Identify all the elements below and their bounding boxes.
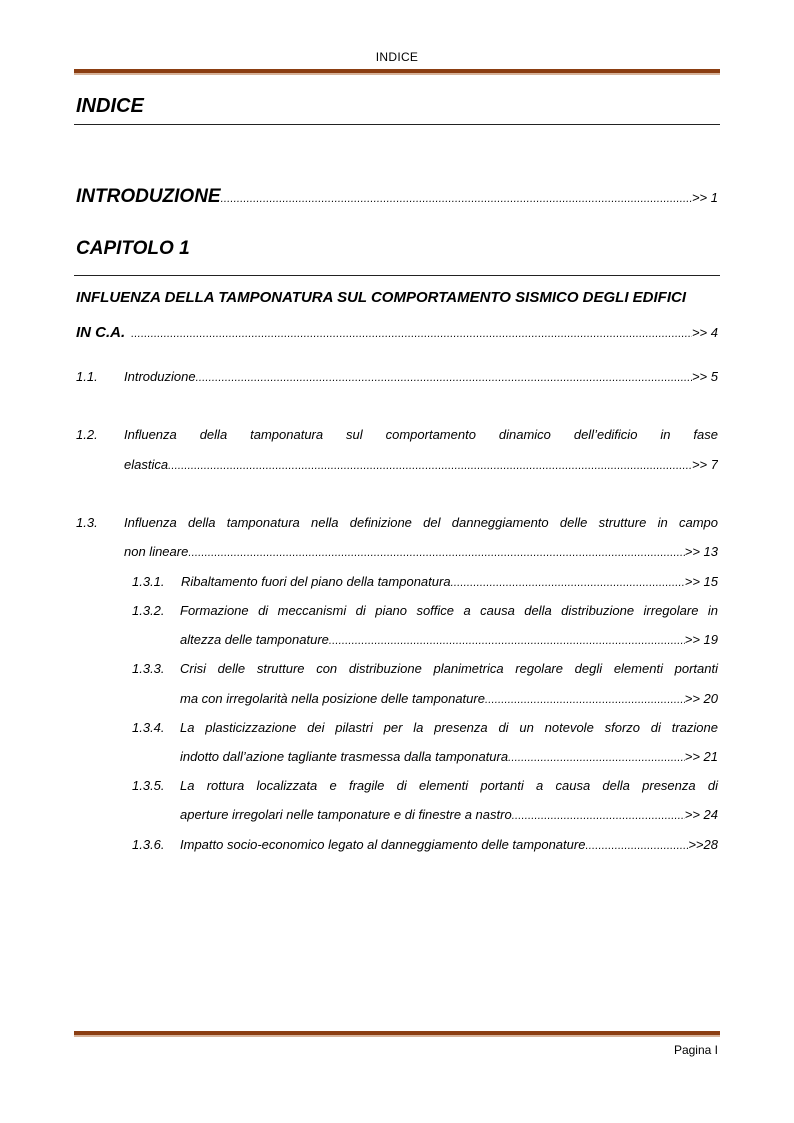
toc-label: indotto dall’azione tagliante trasmessa dalla tamponatura <box>180 749 509 764</box>
leader-dots <box>196 372 692 384</box>
toc-page: >> 20 <box>684 691 718 706</box>
chapter-title-line1: INFLUENZA DELLA TAMPONATURA SUL COMPORTAMENTO SISMICO DEGLI EDIFICI <box>76 289 686 306</box>
chapter-underline <box>74 275 720 276</box>
toc-page: >> 7 <box>691 457 718 472</box>
running-header: INDICE <box>375 50 419 64</box>
toc-page: >> 5 <box>691 369 718 384</box>
leader-dots <box>585 840 688 852</box>
toc-entry-1-3-1[interactable] <box>181 574 718 589</box>
footer-rule-light <box>74 1035 720 1037</box>
toc-entry-1-3-4[interactable] <box>180 749 718 764</box>
toc-entry-1-3-4-line1: La plasticizzazione dei pilastri per la presenza di un notevole sforzo di trazione <box>180 720 718 735</box>
toc-label: altezza delle tamponature <box>180 632 329 647</box>
toc-entry-1-3-5[interactable] <box>180 807 718 822</box>
title-underline <box>74 124 720 125</box>
chapter-heading: CAPITOLO 1 <box>76 238 190 259</box>
toc-entry-1-2-line1: Influenza della tamponatura sul comportamento dinamico dell’edificio in fase <box>124 427 718 442</box>
toc-entry-1-1[interactable] <box>124 369 718 384</box>
toc-entry-1-3[interactable] <box>124 544 718 559</box>
toc-page: >> 21 <box>684 749 718 764</box>
toc-label: IN C.A. <box>76 324 126 341</box>
toc-page: >> 19 <box>684 632 718 647</box>
leader-dots <box>485 694 685 706</box>
toc-label: aperture irregolari nelle tamponature e di finestre a nastro <box>180 807 512 822</box>
toc-page: >>28 <box>688 837 718 852</box>
toc-label: ma con irregolarità nella posizione delle tamponature <box>180 691 485 706</box>
toc-page: >> 4 <box>691 325 718 340</box>
toc-entry-introduzione[interactable] <box>76 186 718 208</box>
toc-label: Impatto socio-economico legato al danneggiamento delle tamponature <box>180 837 586 852</box>
leader-dots <box>329 635 685 647</box>
subsection-number: 1.3.1. <box>132 574 165 589</box>
subsection-number: 1.3.4. <box>132 720 165 735</box>
leader-dots <box>168 460 692 472</box>
subsection-number: 1.3.2. <box>132 603 165 618</box>
toc-entry-1-3-2[interactable] <box>180 632 718 647</box>
toc-entry-1-3-line1: Influenza della tamponatura nella definizione del danneggiamento delle strutture in campo <box>124 515 718 530</box>
toc-entry-1-3-5-line1: La rottura localizzata e fragile di elementi portanti a causa della presenza di <box>180 778 718 793</box>
page-number: Pagina I <box>673 1043 718 1057</box>
toc-label: Introduzione <box>124 369 196 384</box>
toc-entry-1-3-3[interactable] <box>180 691 718 706</box>
toc-entry-1-3-6[interactable] <box>180 837 718 852</box>
leader-dots <box>508 752 685 764</box>
subsection-number: 1.3.5. <box>132 778 165 793</box>
leader-dots <box>188 547 684 559</box>
toc-page: >> 13 <box>684 544 718 559</box>
toc-page: >> 24 <box>684 807 718 822</box>
page-title: INDICE <box>76 95 144 117</box>
toc-entry-1-3-3-line1: Crisi delle strutture con distribuzione planimetrica regolare degli elementi portanti <box>180 661 718 676</box>
toc-entry-1-3-2-line1: Formazione di meccanismi di piano soffice a causa della distribuzione irregolare in <box>180 603 718 618</box>
toc-label: non lineare <box>124 544 189 559</box>
toc-label: INTRODUZIONE <box>76 186 221 207</box>
header-rule-light <box>74 73 720 75</box>
section-number: 1.1. <box>76 369 98 384</box>
subsection-number: 1.3.6. <box>132 837 165 852</box>
toc-entry-chapter-1[interactable] <box>76 324 718 341</box>
toc-page: >> 1 <box>691 190 718 205</box>
subsection-number: 1.3.3. <box>132 661 165 676</box>
leader-dots <box>512 810 685 822</box>
toc-page: >> 15 <box>684 574 718 589</box>
leader-dots <box>221 193 692 205</box>
section-number: 1.3. <box>76 515 98 530</box>
leader-dots <box>131 328 692 340</box>
section-number: 1.2. <box>76 427 98 442</box>
toc-label: Ribaltamento fuori del piano della tamponatura <box>181 574 451 589</box>
toc-entry-1-2[interactable] <box>124 457 718 472</box>
leader-dots <box>451 577 685 589</box>
toc-label: elastica <box>124 457 169 472</box>
